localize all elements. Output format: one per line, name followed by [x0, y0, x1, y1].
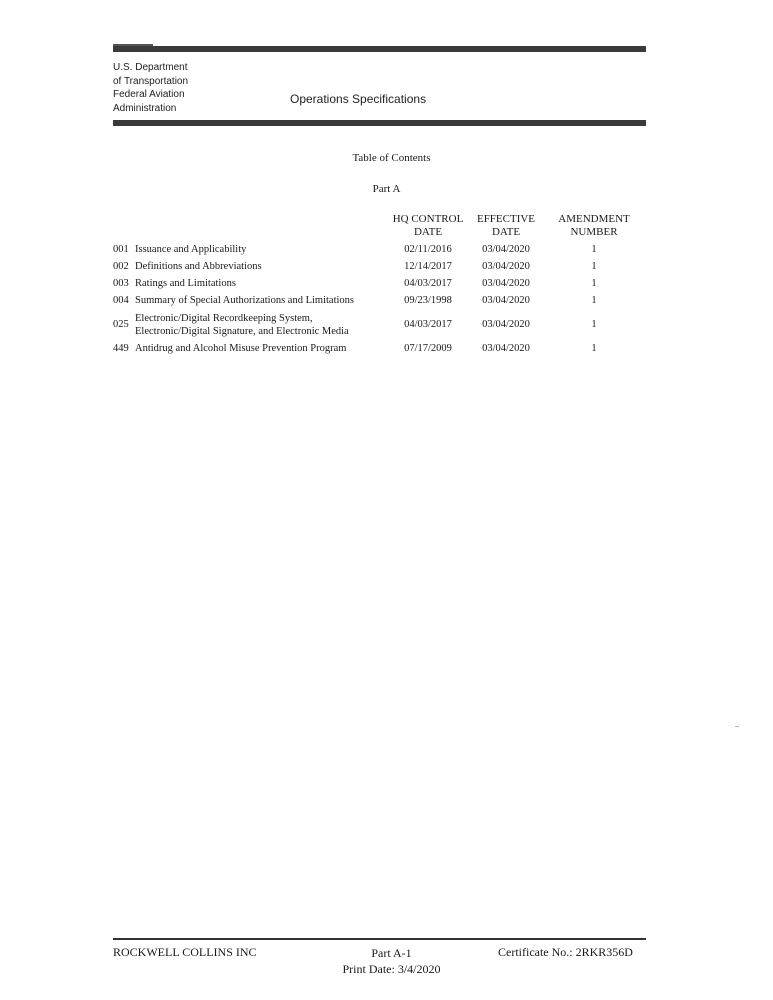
- toc-row-amendment-number: 1: [591, 278, 597, 289]
- toc-row-title-line: Electronic/Digital Recordkeeping System,: [135, 313, 313, 324]
- footer-page: Part A-1: [371, 946, 412, 960]
- toc-row: [113, 261, 653, 278]
- agency-line: Administration: [113, 102, 177, 114]
- column-header-line: DATE: [491, 226, 521, 238]
- toc-row-number: 001: [113, 244, 129, 255]
- toc-row-effective-date: 03/04/2020: [482, 343, 530, 354]
- toc-row-amendment-number: 1: [591, 261, 597, 272]
- toc-row-title-line: Antidrug and Alcohol Misuse Prevention Program: [135, 343, 347, 354]
- toc-row-effective-date: 03/04/2020: [482, 319, 530, 330]
- toc-row-hq-control-date: 09/23/1998: [404, 295, 452, 306]
- toc-row-number: 025: [113, 319, 129, 330]
- toc-row-title-line: Summary of Special Authorizations and Limitations: [135, 295, 355, 306]
- toc-row: [113, 295, 653, 312]
- toc-row-number: 449: [113, 343, 129, 354]
- footer-print-date: Print Date: 3/4/2020: [342, 962, 441, 976]
- toc-row-effective-date: 03/04/2020: [482, 278, 530, 289]
- column-header-line: HQ CONTROL: [392, 213, 464, 225]
- column-header-amendment-number: [548, 213, 640, 239]
- header-bottom-rule: [113, 120, 646, 126]
- toc-row-title: [135, 312, 349, 338]
- toc-row-amendment-number: 1: [591, 295, 597, 306]
- toc-row-hq-control-date: 04/03/2017: [404, 278, 452, 289]
- toc-row: [113, 312, 653, 340]
- footer-certificate: Certificate No.: 2RKR356D: [498, 945, 633, 959]
- toc-row-effective-date: 03/04/2020: [482, 295, 530, 306]
- toc-row-title: [135, 261, 262, 272]
- toc-row-amendment-number: 1: [591, 244, 597, 255]
- agency-line: of Transportation: [113, 75, 189, 87]
- footer-rule: [113, 938, 646, 940]
- column-header-effective-date: [466, 213, 546, 239]
- toc-row-title-line: Electronic/Digital Signature, and Electronic Media: [135, 326, 349, 337]
- toc-row-hq-control-date: 07/17/2009: [404, 343, 452, 354]
- agency-line: Federal Aviation: [113, 89, 185, 100]
- footer-center: [0, 945, 773, 977]
- toc-row-title: [135, 295, 354, 306]
- toc-row-title-line: Issuance and Applicability: [135, 244, 247, 255]
- toc-row-title-line: Ratings and Limitations: [135, 278, 236, 289]
- toc-row-hq-control-date: 02/11/2016: [404, 244, 452, 255]
- document-title: Operations Specifications: [290, 92, 427, 106]
- toc-row-hq-control-date: 12/14/2017: [404, 261, 452, 272]
- column-header-line: AMENDMENT: [558, 213, 630, 225]
- toc-row-number: 002: [113, 261, 129, 272]
- agency-block: [113, 61, 188, 115]
- column-header-line: NUMBER: [570, 226, 618, 238]
- column-header-line: EFFECTIVE: [476, 213, 536, 225]
- toc-row: [113, 278, 653, 295]
- toc-row-effective-date: 03/04/2020: [482, 261, 530, 272]
- part-title: Part A: [372, 183, 401, 195]
- scan-speck: [735, 726, 739, 727]
- column-header-line: DATE: [413, 226, 443, 238]
- column-header-hq-control-date: [388, 213, 468, 239]
- header-top-rule: [113, 46, 646, 52]
- toc-row: [113, 244, 653, 261]
- toc-row-number: 003: [113, 278, 129, 289]
- toc-row: [113, 343, 653, 360]
- toc-row-effective-date: 03/04/2020: [482, 244, 530, 255]
- toc-title: Table of Contents: [352, 152, 431, 164]
- toc-row-title: [135, 278, 236, 289]
- toc-row-title: [135, 244, 246, 255]
- toc-row-number: 004: [113, 295, 129, 306]
- toc-row-title: [135, 343, 346, 354]
- toc-row-title-line: Definitions and Abbreviations: [135, 261, 262, 272]
- agency-line: U.S. Department: [113, 62, 188, 73]
- toc-row-amendment-number: 1: [591, 319, 597, 330]
- toc-row-amendment-number: 1: [591, 343, 597, 354]
- footer-company: ROCKWELL COLLINS INC: [113, 945, 257, 959]
- toc-row-hq-control-date: 04/03/2017: [404, 319, 452, 330]
